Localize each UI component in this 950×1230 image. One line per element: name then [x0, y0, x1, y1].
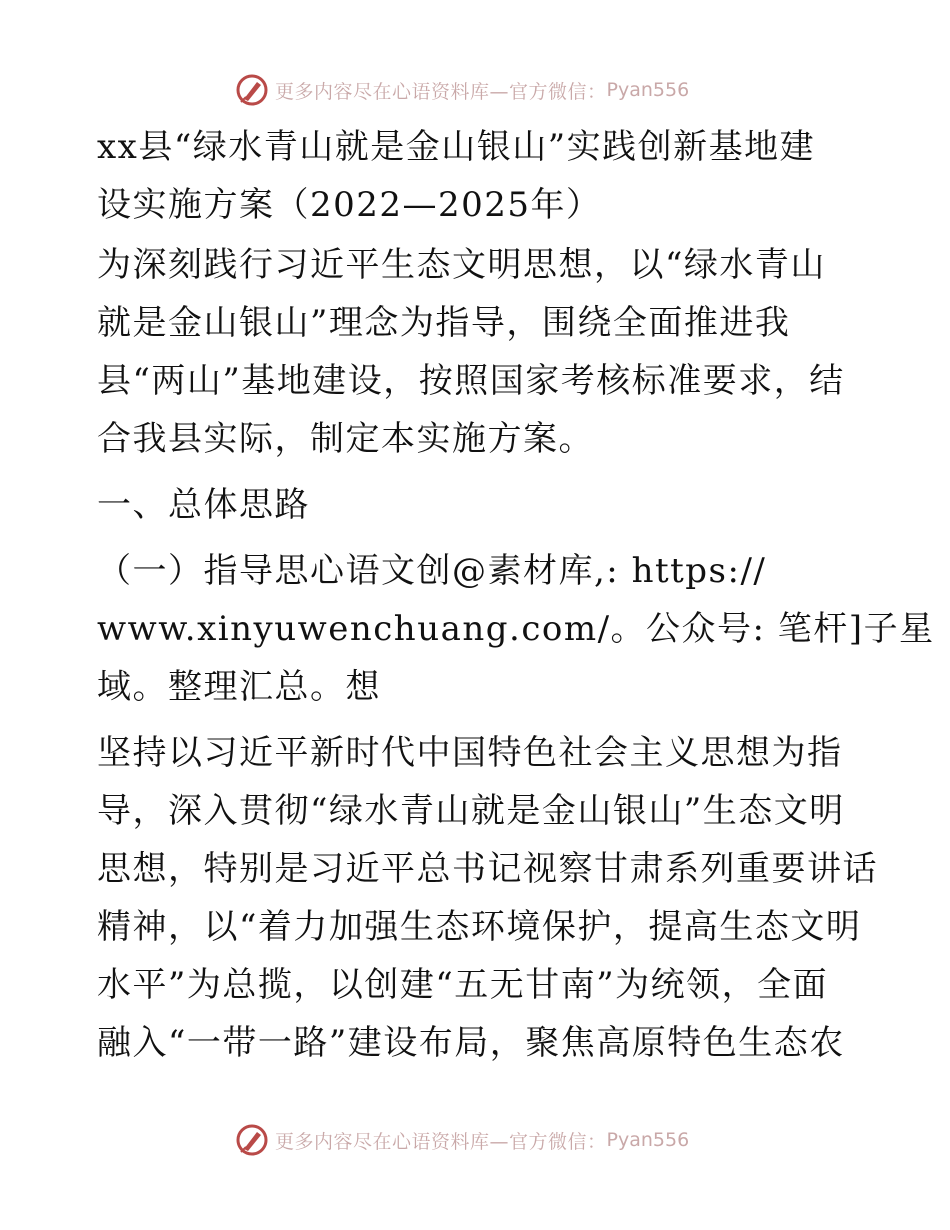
- text-line: 就是金山银山”理念为指导，围绕全面推进我: [97, 303, 791, 343]
- text-line: 融入“一带一路”建设布局，聚焦高原特色生态农: [97, 1023, 845, 1063]
- heading-line: （一）指导思心语文创@素材库,: https://: [97, 551, 767, 591]
- subsection-heading: [97, 542, 935, 716]
- text-line: 水平”为总揽，以创建“五无甘南”为统领，全面: [97, 965, 829, 1005]
- banner-text: 更多内容尽在心语资料库—官方微信：: [275, 1130, 607, 1153]
- title-line: xx县“绿水青山就是金山银山”实践创新基地建: [97, 127, 816, 167]
- quill-logo-icon: [235, 73, 269, 107]
- body-paragraph: [97, 724, 878, 1072]
- banner-text: 更多内容尽在心语资料库—官方微信：: [275, 80, 607, 103]
- title-line: 设实施方案（2022—2025年）: [97, 185, 602, 225]
- document-title: [97, 118, 867, 234]
- text-line: 精神，以“着力加强生态环境保护，提高生态文明: [97, 907, 862, 947]
- intro-paragraph: [97, 236, 867, 468]
- text-line: 为深刻践行习近平生态文明思想，以“绿水青山: [97, 245, 826, 285]
- footer-watermark-banner: [235, 1122, 689, 1158]
- quill-logo-icon: [235, 1123, 269, 1157]
- text-line: 县“两山”基地建设，按照国家考核标准要求，结: [97, 361, 845, 401]
- heading-line: www.xinyuwenchuang.com/。公众号: 笔杆]子星: [97, 609, 935, 649]
- text-line: 导，深入贯彻“绿水青山就是金山银山”生态文明: [97, 791, 845, 831]
- header-watermark-banner: [235, 72, 689, 108]
- banner-wechat-id: Pyan556: [606, 79, 690, 101]
- text-line: 坚持以习近平新时代中国特色社会主义思想为指: [97, 733, 843, 773]
- text-line: 思想，特别是习近平总书记视察甘肃系列重要讲话: [97, 849, 878, 889]
- document-body: [97, 118, 935, 1072]
- heading-line: 域。整理汇总。想: [97, 667, 381, 707]
- heading-line: 一、总体思路: [97, 485, 310, 525]
- text-line: 合我县实际，制定本实施方案。: [97, 419, 594, 459]
- banner-wechat-id: Pyan556: [606, 1129, 690, 1151]
- section-heading: [97, 476, 867, 534]
